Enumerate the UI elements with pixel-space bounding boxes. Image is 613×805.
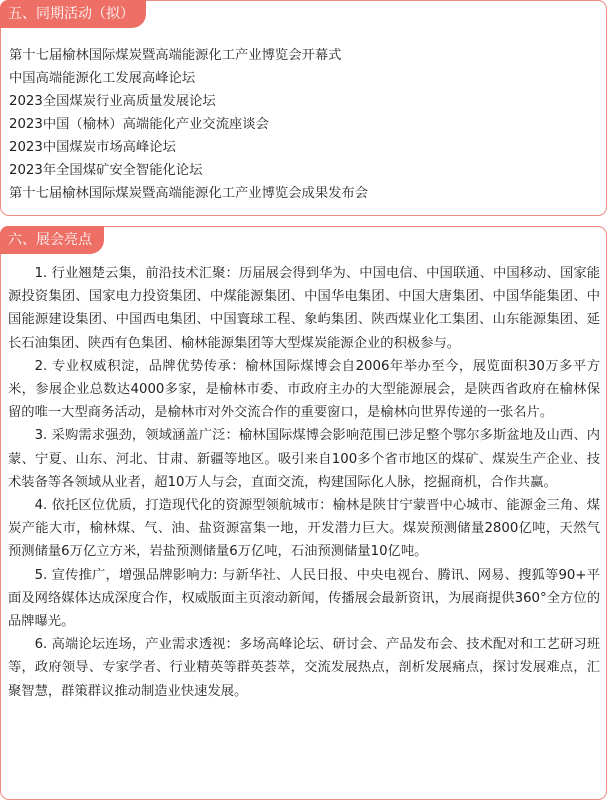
activities-list	[9, 44, 368, 205]
list-item: 2023中国（榆林）高端能化产业交流座谈会	[9, 117, 269, 132]
highlight-paragraph: 2. 专业权威积淀，品牌优势传承：榆林国际煤博会自2006年举办至今，展览面积30万多平方米，参展企业总数达4000多家，是榆林市委、市政府主办的大型能源展会，是陕西省政府在榆林保留的唯一大型商务活动，是榆林市对外交流合作的重要窗口，是榆林向世界传递的一张名片。	[8, 358, 600, 421]
list-item: 中国高端能源化工发展高峰论坛	[9, 71, 196, 86]
highlight-paragraph: 4. 依托区位优质，打造现代化的资源型领航城市：榆林是陕甘宁蒙晋中心城市、能源金三角、煤炭产能大市，榆林煤、气、油、盐资源富集一地，开发潜力巨大。煤炭预测储量2800亿吨，天然气预测储量6万亿立方米，岩盐预测储量6万亿吨，石油预测储量10亿吨。	[8, 498, 600, 560]
highlights-section-title: 六、展会亮点	[0, 226, 104, 254]
list-item: 2023全国煤炭行业高质量发展论坛	[9, 94, 216, 109]
list-item: 2023中国煤炭市场高峰论坛	[9, 140, 176, 155]
activities-section-title: 五、同期活动（拟）	[0, 0, 146, 28]
highlights-body	[8, 262, 600, 703]
highlight-paragraph: 3. 采购需求强劲，领域涵盖广泛：榆林国际煤博会影响范围已涉足整个鄂尔多斯盆地及山西、内蒙、宁夏、山东、河北、甘肃、新疆等地区。吸引来自100多个省市地区的煤矿、煤炭生产企业、技术装备等各领域从业者，超10万人与会，直面交流，构建国际化人脉，挖掘商机，合作共赢。	[8, 428, 600, 490]
list-item: 第十七届榆林国际煤炭暨高端能源化工产业博览会开幕式	[9, 48, 342, 63]
highlight-paragraph: 1. 行业翘楚云集，前沿技术汇聚：历届展会得到华为、中国电信、中国联通、中国移动、国家能源投资集团、国家电力投资集团、中煤能源集团、中国华电集团、中国大唐集团、中国华能集团、中国能源建设集团、中国西电集团、中国寰球工程、象屿集团、陕西煤业化工集团、山东能源集团、延长石油集团、陕西有色集团、榆林能源集团等大型煤炭能源企业的积极参与。	[8, 266, 600, 351]
highlight-paragraph: 5. 宣传推广，增强品牌影响力: 与新华社、人民日报、中央电视台、腾讯、网易、搜狐等90+平面及网络媒体达成深度合作，权威版面主页滚动新闻，传播展会最新资讯，为展商提供360°全方位的品牌曝光。	[8, 567, 600, 630]
list-item: 2023年全国煤矿安全智能化论坛	[9, 163, 203, 178]
list-item: 第十七届榆林国际煤炭暨高端能源化工产业博览会成果发布会	[9, 186, 369, 201]
highlight-paragraph: 6. 高端论坛连场，产业需求透视：多场高峰论坛、研讨会、产品发布会、技术配对和工艺研习班等，政府领导、专家学者、行业精英等群英荟萃，交流发展热点，剖析发展痛点，探讨发展难点，汇聚智慧，群策群议推动制造业快速发展。	[8, 637, 600, 699]
